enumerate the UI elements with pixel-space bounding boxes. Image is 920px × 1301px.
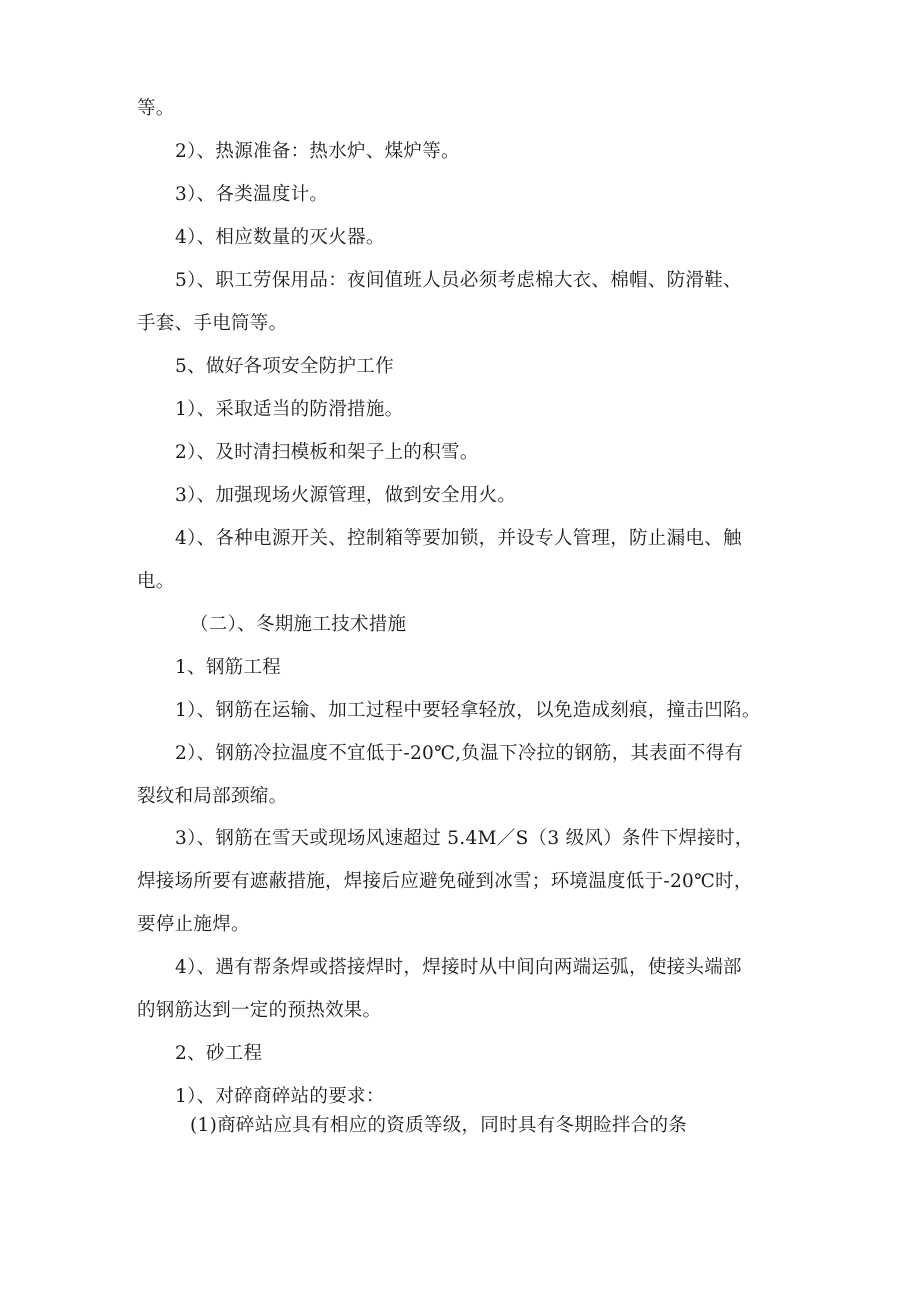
text-line: 2）、钢筋冷拉温度不宜低于-20℃,负温下冷拉的钢筋，其表面不得有	[175, 743, 744, 764]
text-line: 1）、采取适当的防滑措施。	[175, 399, 404, 420]
text-line: 2）、热源准备：热水炉、煤炉等。	[175, 141, 460, 162]
text-line: 3）、加强现场火源管理，做到安全用火。	[175, 485, 517, 506]
text-line: 1）、对碎商碎站的要求：	[175, 1086, 385, 1107]
text-line: 3）、各类温度计。	[175, 184, 329, 205]
text-line: 4）、各种电源开关、控制箱等要加锁，并设专人管理，防止漏电、触	[175, 528, 742, 549]
text-line: 焊接场所要有遮蔽措施，焊接后应避免碰到冰雪；环境温度低于-20℃时，	[137, 871, 753, 892]
section-heading: （二）、冬期施工技术措施	[190, 614, 407, 635]
text-line: 4）、遇有帮条焊或搭接焊时，焊接时从中间向两端运弧，使接头端部	[175, 957, 742, 978]
text-line: 5）、职工劳保用品：夜间值班人员必须考虑棉大衣、棉帽、防滑鞋、	[175, 270, 742, 291]
text-line: 裂纹和局部颈缩。	[137, 786, 288, 807]
text-line: 等。	[137, 98, 175, 119]
text-line: 的钢筋达到一定的预热效果。	[137, 1000, 382, 1021]
text-line: 要停止施焊。	[137, 914, 250, 935]
section-heading: 5、做好各项安全防护工作	[175, 356, 394, 377]
text-line: 1）、钢筋在运输、加工过程中要轻拿轻放，以免造成刻痕，撞击凹陷。	[175, 700, 761, 721]
section-heading: 2、砂工程	[175, 1043, 263, 1064]
text-line: 4）、相应数量的灭火器。	[175, 227, 385, 248]
text-line: (1)商碎站应具有相应的资质等级，同时具有冬期睑拌合的条	[190, 1115, 688, 1136]
text-line: 手套、手电筒等。	[137, 313, 288, 334]
text-line: 电。	[137, 571, 175, 592]
text-line: 2）、及时清扫模板和架子上的积雪。	[175, 442, 479, 463]
section-heading: 1、钢筋工程	[175, 657, 282, 678]
text-line: 3）、钢筋在雪天或现场风速超过 5.4M／S（3 级风）条件下焊接时，	[175, 828, 754, 849]
